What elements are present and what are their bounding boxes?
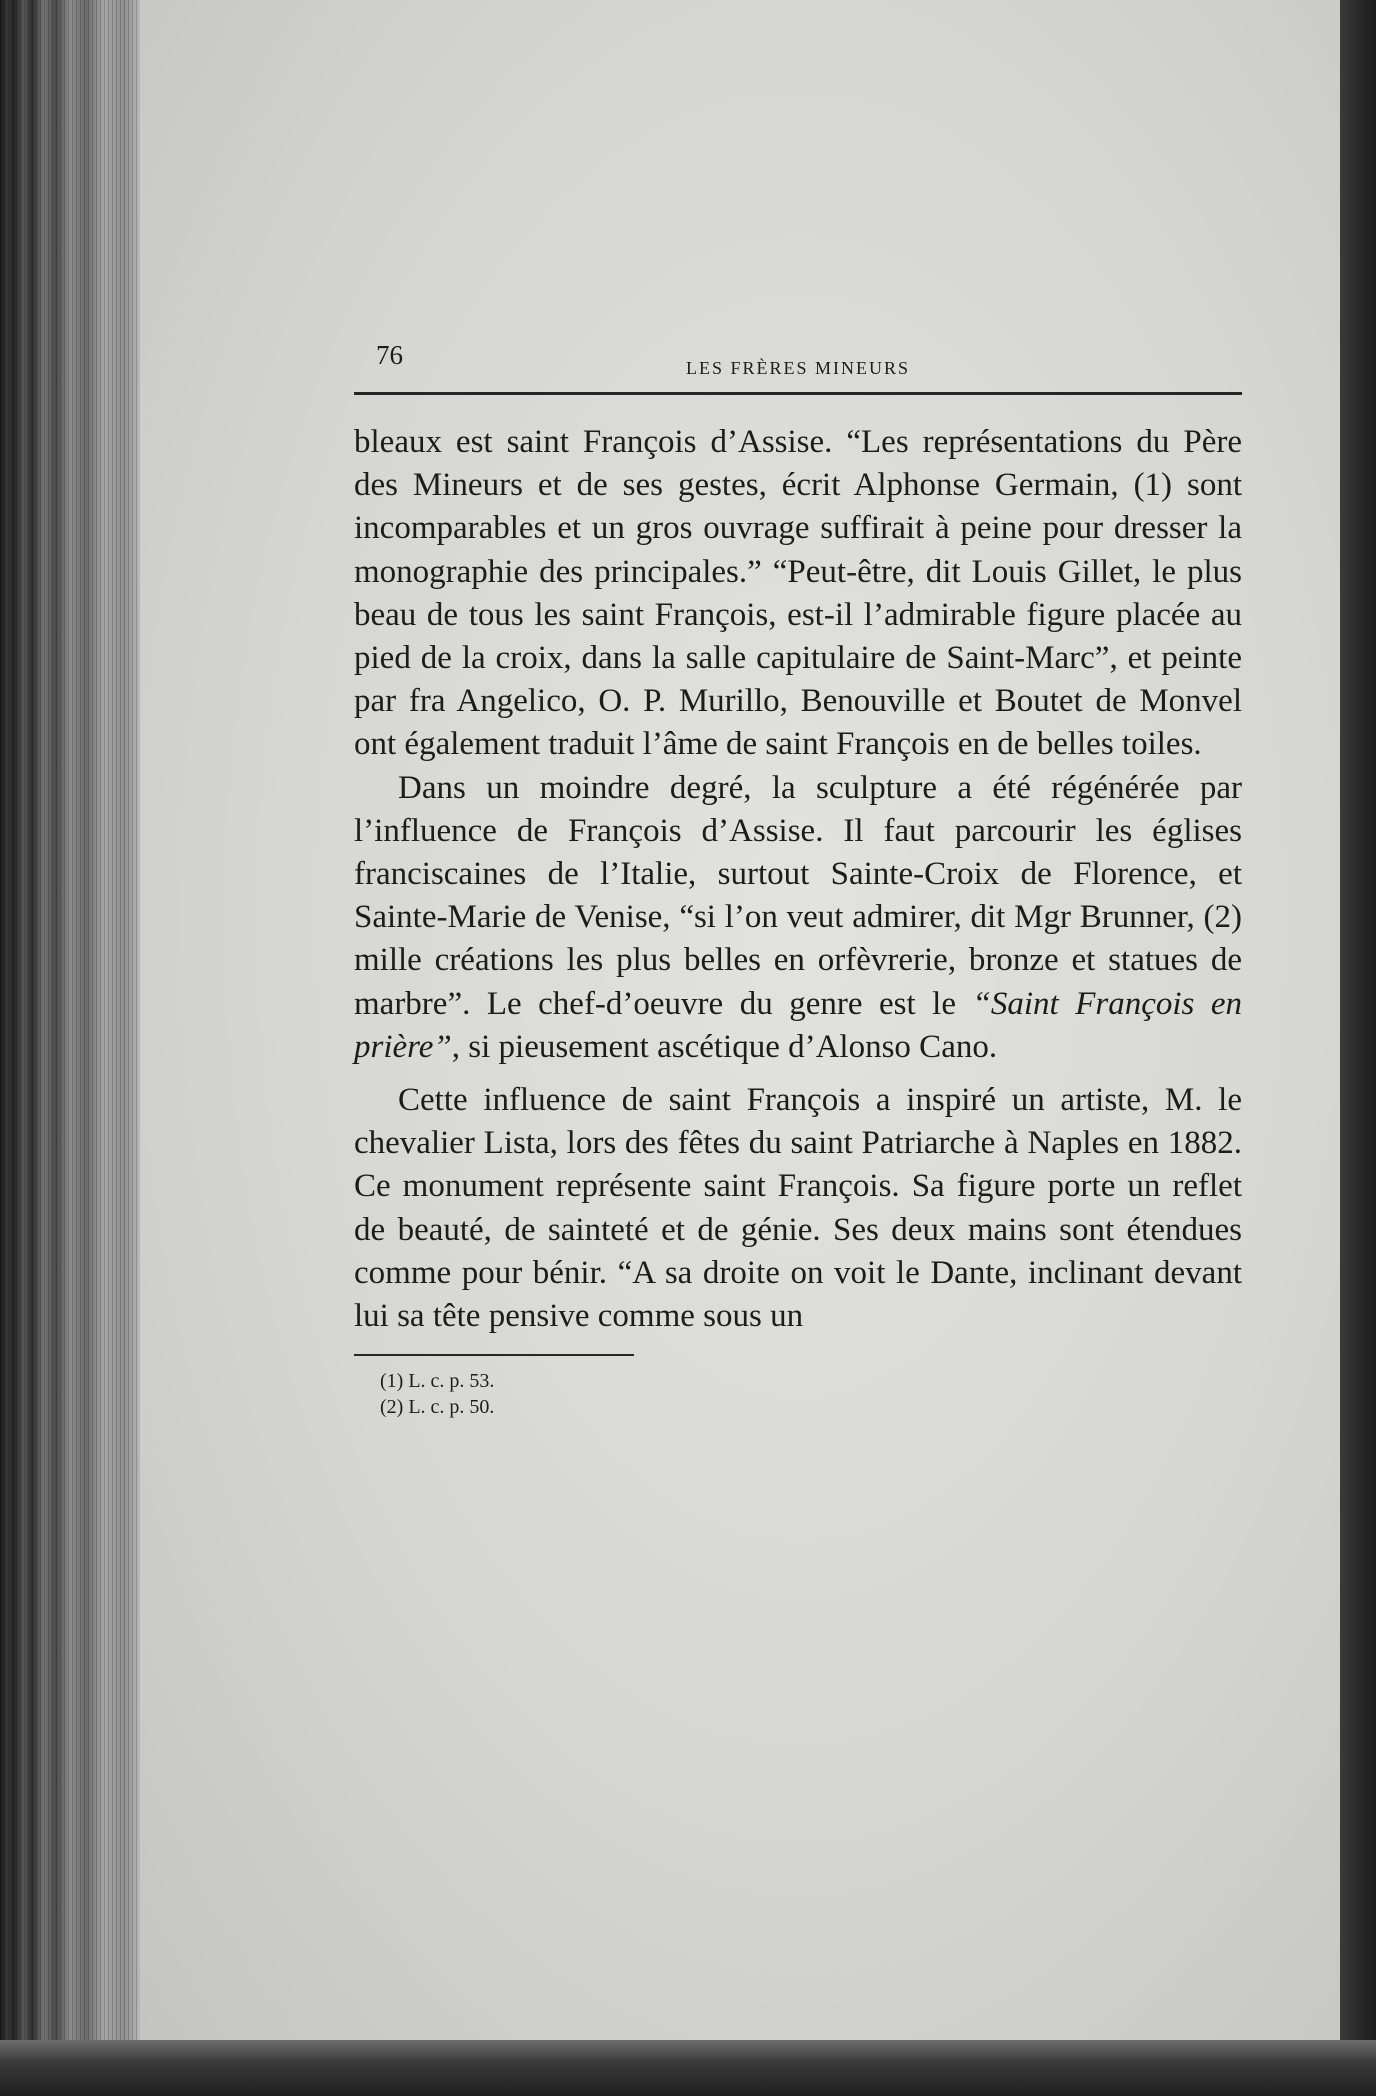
running-title: LES FRÈRES MINEURS — [685, 358, 911, 378]
footnote-rule — [354, 1354, 634, 1356]
paragraph-3: Cette influence de saint François a inspiré un artiste, M. le chevalier Lista, lors des fêtes du saint Patriarche à Naples en 1882. Ce monument représente saint François. Sa figure porte un reflet de beauté, de sainteté et de génie. Ses deux mains sont étendues comme pour bénir. “A sa droite on voit le Dante, inclinant devant lui sa tête pensive comme sous un — [354, 1082, 1242, 1335]
paragraph-1: bleaux est saint François d’Assise. “Les représentations du Père des Mineurs et de ses gestes, écrit Alphonse Germain, (1) sont incomparables et un gros ouvrage suffirait à peine pour dresser la monographie des principales.” “Peut-être, dit Louis Gillet, le plus beau de tous les saint François, est-il l’admirable figure placée au pied de la croix, dans la salle capitulaire de Saint-Marc”, et peinte par fra Angelico, O. P. Murillo, Benouville et Boutet de Monvel ont également traduit l’âme de saint François en de belles toiles. — [354, 424, 1242, 763]
book-bottom-edge — [0, 2040, 1376, 2096]
paragraph-2-tail: , si pieusement ascétique d’Alonso Cano. — [451, 1028, 998, 1065]
book-right-edge — [1340, 0, 1376, 2096]
footnote-1: (1) L. c. p. 53. — [380, 1370, 495, 1393]
page-number: 76 — [376, 340, 403, 370]
paragraph-2-text: Dans un moindre degré, la sculpture a été régénérée par l’influence de François d’Assise. Il faut parcourir les églises franciscaines de l’Italie, surtout Sainte-Croix de Florence, et Sainte-Marie de Venise, “si l’on veut admirer, dit Mgr Brunner, (2) mille créations les plus belles en orfèvrerie, bronze et statues de marbre”. Le chef-d’oeuvre du genre est le — [354, 769, 1242, 1022]
page-content — [354, 330, 1242, 1420]
paragraph-2 — [354, 767, 1242, 1069]
body-text — [354, 421, 1242, 1338]
artwork-title: “Saint François en prière” — [354, 985, 1243, 1065]
footnote-2: (2) L. c. p. 50. — [380, 1396, 495, 1419]
running-head — [354, 330, 1242, 395]
footnotes — [380, 1368, 1242, 1420]
book-page-stack — [0, 0, 140, 2096]
